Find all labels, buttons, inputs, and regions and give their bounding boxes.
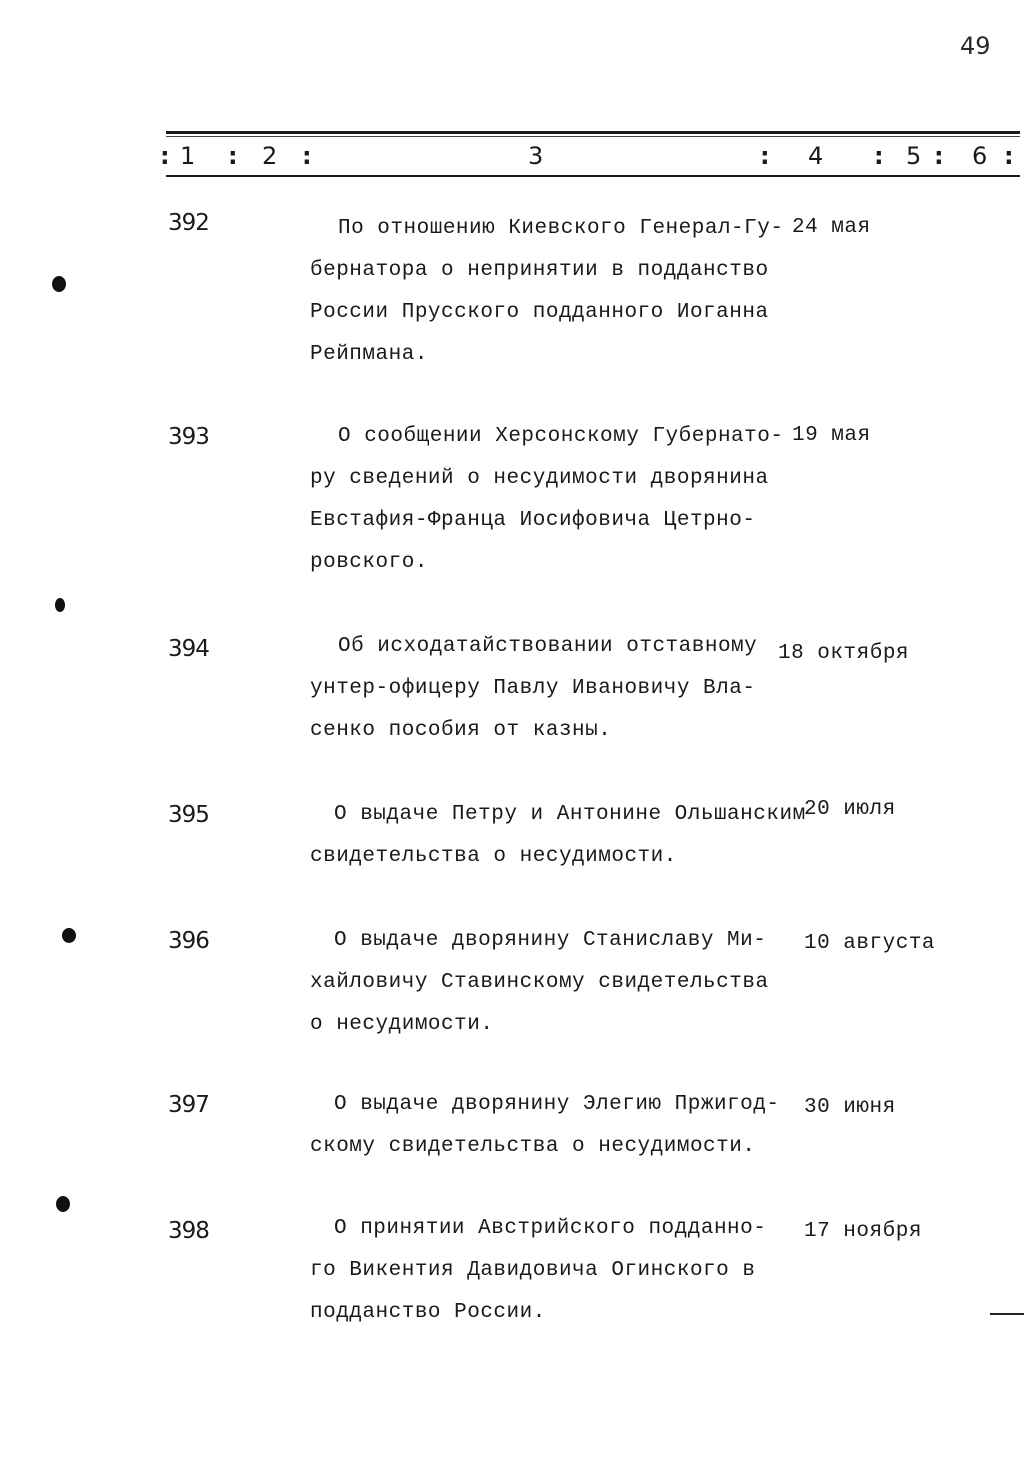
entry-line: О выдаче дворянину Станиславу Ми- bbox=[334, 929, 767, 952]
header-col-1: 1 bbox=[180, 142, 196, 170]
header-col-6: 6 bbox=[972, 142, 988, 170]
entry-line: О выдаче Петру и Антонине Ольшанским bbox=[334, 803, 806, 826]
entry-date: 30 июня bbox=[804, 1096, 896, 1119]
entry-description bbox=[310, 1084, 780, 1168]
header-separator: : bbox=[934, 142, 944, 170]
entry-number: 396 bbox=[168, 928, 209, 954]
table-top-rule-thin bbox=[166, 136, 1020, 137]
entry-line: Об исходатайствовании отставному bbox=[338, 635, 758, 658]
entry-date: 19 мая bbox=[792, 424, 871, 447]
entry-line: го Викентия Давидовича Огинского в bbox=[310, 1259, 756, 1282]
entry-line: О сообщении Херсонскому Губернато- bbox=[338, 425, 784, 448]
entry-line: ровского. bbox=[310, 551, 428, 574]
header-col-5: 5 bbox=[906, 142, 922, 170]
entry-line: России Прусского подданного Иоганна bbox=[310, 301, 769, 324]
entry-date: 20 июля bbox=[804, 798, 896, 821]
entry-number: 395 bbox=[168, 802, 209, 828]
header-separator: : bbox=[228, 142, 238, 170]
entry-line: хайловичу Ставинскому свидетельства bbox=[310, 971, 769, 994]
entry-description bbox=[310, 208, 784, 376]
margin-dash-mark bbox=[990, 1313, 1024, 1315]
entry-date: 10 августа bbox=[804, 932, 936, 955]
header-separator: : bbox=[760, 142, 770, 170]
entry-date: 24 мая bbox=[792, 216, 871, 239]
entry-date: 17 ноября bbox=[804, 1220, 922, 1243]
entry-description bbox=[310, 626, 780, 752]
header-col-4: 4 bbox=[808, 142, 824, 170]
entry-line: подданство России. bbox=[310, 1301, 546, 1324]
binding-hole-mark bbox=[52, 276, 66, 292]
entry-line: ру сведений о несудимости дворянина bbox=[310, 467, 769, 490]
entry-line: унтер-офицеру Павлу Ивановичу Вла- bbox=[310, 677, 756, 700]
entry-line: скому свидетельства о несудимости. bbox=[310, 1135, 756, 1158]
entry-line: О принятии Австрийского подданно- bbox=[334, 1217, 767, 1240]
header-separator: : bbox=[874, 142, 884, 170]
entry-number: 394 bbox=[168, 636, 209, 662]
page-number: 49 bbox=[960, 32, 991, 60]
binding-hole-mark bbox=[55, 598, 65, 612]
binding-hole-mark bbox=[62, 928, 76, 943]
entry-line: о несудимости. bbox=[310, 1013, 494, 1036]
table-top-rule bbox=[166, 131, 1020, 134]
entry-line: сенко пособия от казны. bbox=[310, 719, 612, 742]
entry-description bbox=[310, 1208, 780, 1334]
entry-line: свидетельства о несудимости. bbox=[310, 845, 677, 868]
entry-line: Рейпмана. bbox=[310, 343, 428, 366]
binding-hole-mark bbox=[56, 1196, 70, 1212]
entry-description bbox=[310, 920, 780, 1046]
header-col-3: 3 bbox=[528, 142, 544, 170]
column-header-row bbox=[0, 142, 1024, 174]
entry-line: О выдаче дворянину Элегию Пржигод- bbox=[334, 1093, 780, 1116]
header-col-2: 2 bbox=[262, 142, 278, 170]
entry-number: 397 bbox=[168, 1092, 209, 1118]
entry-description bbox=[310, 794, 806, 878]
entry-date: 18 октября bbox=[778, 642, 910, 665]
entry-line: По отношению Киевского Генерал-Гу- bbox=[338, 217, 784, 240]
entry-description bbox=[310, 416, 784, 584]
entry-number: 392 bbox=[168, 210, 209, 236]
entry-number: 398 bbox=[168, 1218, 209, 1244]
table-header-bottom-rule bbox=[166, 175, 1020, 177]
header-separator: : bbox=[160, 142, 170, 170]
entry-number: 393 bbox=[168, 424, 209, 450]
header-separator: : bbox=[1004, 142, 1014, 170]
entry-line: бернатора о непринятии в подданство bbox=[310, 259, 769, 282]
entry-line: Евстафия-Франца Иосифовича Цетрно- bbox=[310, 509, 756, 532]
header-separator: : bbox=[302, 142, 312, 170]
